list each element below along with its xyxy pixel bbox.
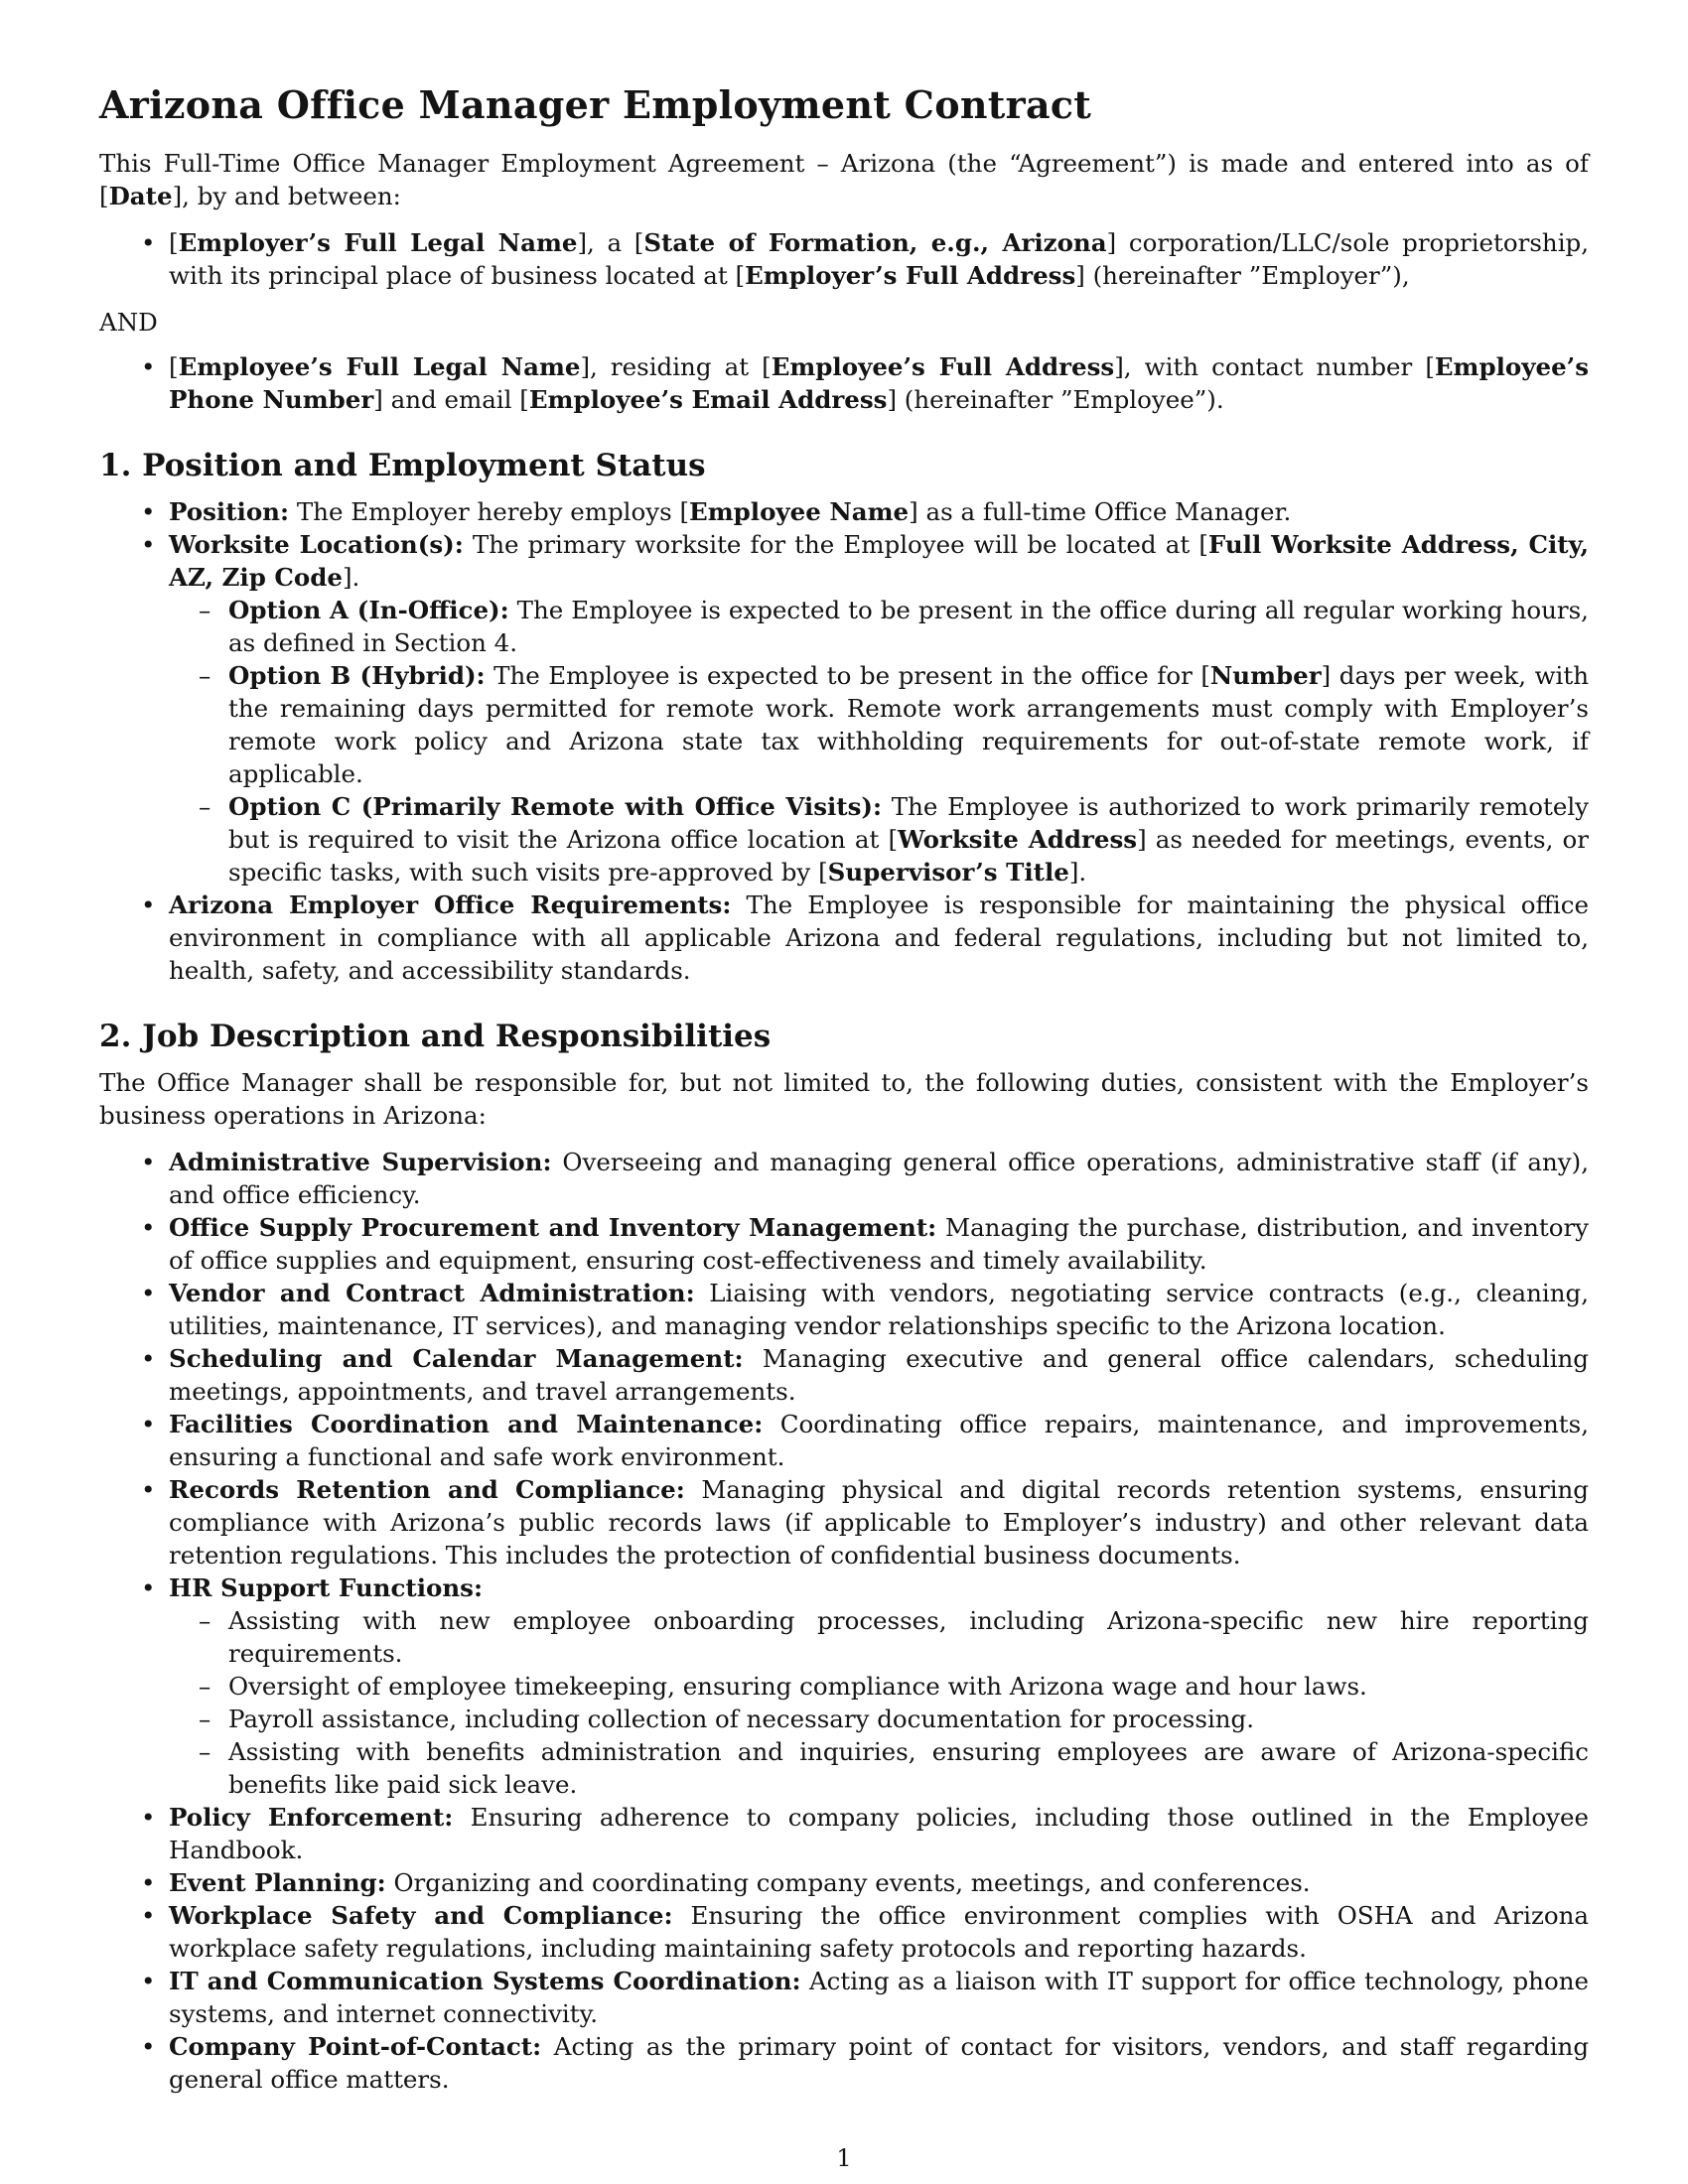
option-c-item: – Option C (Primarily Remote with Office Visits): The Employee is authorized to work primarily remotely but is required to visit the Arizona office location at [Worksite Address] as needed for meetings, events, or specific tasks, with such visits pre-approved by [Supervisor’s Title]. bbox=[169, 790, 1589, 888]
date-placeholder: Date bbox=[108, 182, 173, 210]
worksite-options bbox=[169, 594, 1589, 888]
employee-party-list bbox=[99, 350, 1589, 416]
duty-item: • Administrative Supervision: Overseeing and managing general office operations, administrative staff (if any), and office efficiency. bbox=[99, 1146, 1589, 1211]
hr-subitem: – Assisting with new employee onboarding processes, including Arizona-specific new hire reporting requirements. bbox=[169, 1604, 1589, 1670]
worksite-item: • Worksite Location(s): The primary worksite for the Employee will be located at [Full Worksite Address, City, AZ, Zip Code]. – Option A (In-Office): The Employee is expected to be present in the office during all regular working hours, as defined in Section 4. – Option B (Hybrid): The Employee is expected to be present in the office for [Number] days per week, with the remaining days permitted for remote work. Remote work arrangements must comply with Employer’s remote work policy and Arizona state tax withholding requirements for out-of-state remote work, if applicable. – Option C (Primarily Remote with Office Visits): The Employee is authorized to work primarily remotely but is required to visit the Arizona office location at [Worksite Address] as needed for meetings, events, or specific tasks, with such visits pre-approved by [Supervisor’s Title]. bbox=[99, 528, 1589, 888]
hr-subitem: – Payroll assistance, including collection of necessary documentation for processing. bbox=[169, 1703, 1589, 1735]
section-1-list bbox=[99, 495, 1589, 987]
section-1-heading: 1. Position and Employment Status bbox=[99, 448, 706, 483]
and-separator: AND bbox=[99, 308, 158, 337]
duty-item: • Policy Enforcement: Ensuring adherence to company policies, including those outlined in the Employee Handbook. bbox=[99, 1801, 1589, 1866]
option-a-item: – Option A (In-Office): The Employee is expected to be present in the office during all regular working hours, as defined in Section 4. bbox=[169, 594, 1589, 659]
position-item: • Position: The Employer hereby employs [Employee Name] as a full-time Office Manager. bbox=[99, 495, 1589, 528]
employer-party: • [Employer’s Full Legal Name], a [State of Formation, e.g., Arizona] corporation/LLC/sole proprietorship, with its principal place of business located at [Employer’s Full Address] (hereinafter ”Employer”), bbox=[99, 226, 1589, 292]
duty-item: • Vendor and Contract Administration: Liaising with vendors, negotiating service contracts (e.g., cleaning, utilities, maintenance, IT services), and managing vendor relationships specific to the Arizona location. bbox=[99, 1277, 1589, 1342]
duty-item: • Workplace Safety and Compliance: Ensuring the office environment complies with OSHA and Arizona workplace safety regulations, including maintaining safety protocols and reporting hazards. bbox=[99, 1899, 1589, 1965]
duty-item: • Event Planning: Organizing and coordinating company events, meetings, and conferences. bbox=[99, 1866, 1589, 1899]
document-title: Arizona Office Manager Employment Contract bbox=[99, 82, 1092, 127]
section-2-list bbox=[99, 1146, 1589, 2096]
hr-subitem: – Oversight of employee timekeeping, ensuring compliance with Arizona wage and hour laws. bbox=[169, 1670, 1589, 1703]
duty-item: • Records Retention and Compliance: Managing physical and digital records retention systems, ensuring compliance with Arizona’s public records laws (if applicable to Employer’s industry) and other relevant data retention regulations. This includes the protection of confidential business documents. bbox=[99, 1473, 1589, 1571]
employee-party: • [Employee’s Full Legal Name], residing at [Employee’s Full Address], with contact number [Employee’s Phone Number] and email [Employee’s Email Address] (hereinafter ”Employee”). bbox=[99, 350, 1589, 416]
hr-support-item: • HR Support Functions: – Assisting with new employee onboarding processes, including Arizona-specific new hire reporting requirements. – Oversight of employee timekeeping, ensuring compliance with Arizona wage and hour laws. – Payroll assistance, including collection of necessary documentation for processing. – Assisting with benefits administration and inquiries, ensuring employees are aware of Arizona-specific benefits like paid sick leave. bbox=[99, 1571, 1589, 1801]
duty-item: • Office Supply Procurement and Inventory Management: Managing the purchase, distribution, and inventory of office supplies and equipment, ensuring cost-effectiveness and timely availability. bbox=[99, 1211, 1589, 1277]
page-number: 1 bbox=[836, 2144, 852, 2172]
intro-paragraph: This Full-Time Office Manager Employment Agreement – Arizona (the “Agreement”) is made and entered into as of [Date], by and between: bbox=[99, 149, 1589, 210]
employer-party-list bbox=[99, 226, 1589, 292]
hr-subitem: – Assisting with benefits administration and inquiries, ensuring employees are aware of Arizona-specific benefits like paid sick leave. bbox=[169, 1735, 1589, 1801]
duty-item: • Facilities Coordination and Maintenance: Coordinating office repairs, maintenance, and improvements, ensuring a functional and safe work environment. bbox=[99, 1408, 1589, 1473]
duty-item: • IT and Communication Systems Coordination: Acting as a liaison with IT support for office technology, phone systems, and internet connectivity. bbox=[99, 1965, 1589, 2030]
section-2-intro: The Office Manager shall be responsible for, but not limited to, the following duties, consistent with the Employer’s business operations in Arizona: bbox=[99, 1068, 1589, 1130]
section-2-heading: 2. Job Description and Responsibilities bbox=[99, 1019, 772, 1054]
hr-support-subitems bbox=[169, 1604, 1589, 1801]
option-b-item: – Option B (Hybrid): The Employee is expected to be present in the office for [Number] days per week, with the remaining days permitted for remote work. Remote work arrangements must comply with Employer’s remote work policy and Arizona state tax withholding requirements for out-of-state remote work, if applicable. bbox=[169, 659, 1589, 790]
document-page bbox=[99, 81, 1589, 2110]
office-requirements-item: • Arizona Employer Office Requirements: The Employee is responsible for maintaining the physical office environment in compliance with all applicable Arizona and federal regulations, including but not limited to, health, safety, and accessibility standards. bbox=[99, 888, 1589, 987]
duty-item: • Scheduling and Calendar Management: Managing executive and general office calendars, scheduling meetings, appointments, and travel arrangements. bbox=[99, 1342, 1589, 1408]
duty-item: • Company Point-of-Contact: Acting as the primary point of contact for visitors, vendors, and staff regarding general office matters. bbox=[99, 2030, 1589, 2096]
